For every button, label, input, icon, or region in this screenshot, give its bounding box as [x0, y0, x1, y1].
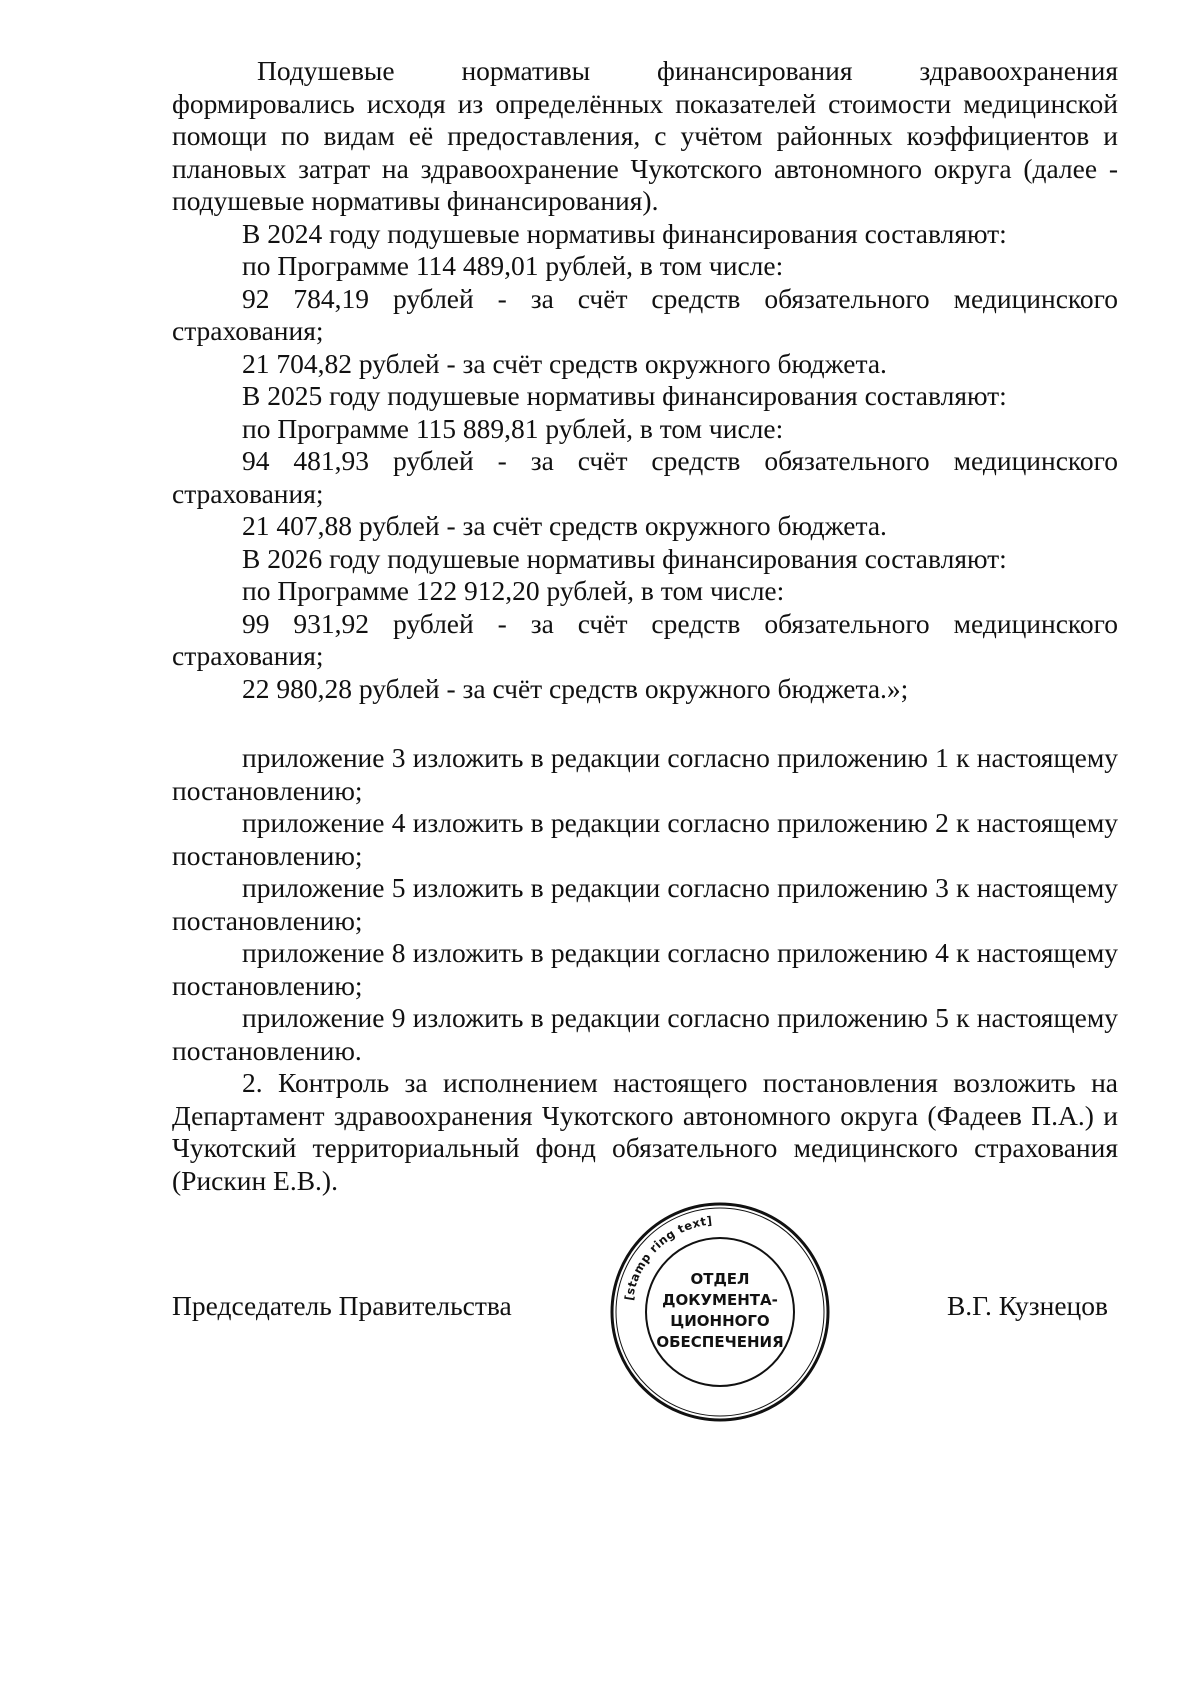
paragraph: В 2024 году подушевые нормативы финансирования составляют: — [242, 217, 1007, 249]
paragraph: по Программе 122 912,20 рублей, в том числе: — [242, 575, 785, 606]
paragraph: приложение 9 изложить в редакции согласно приложению 5 к настоящему постановлению. — [172, 1002, 1118, 1066]
body-text-top — [172, 55, 1118, 705]
stamp-ring-text: [stamp ring text] — [621, 1213, 714, 1302]
stamp-center-line: ДОКУМЕНТА- — [662, 1291, 778, 1309]
paragraph: 92 784,19 рублей - за счёт средств обязательного медицинского страхования; — [172, 282, 1118, 346]
paragraph: В 2025 году подушевые нормативы финансирования составляют: — [242, 380, 1007, 411]
paragraph: 21 407,88 рублей - за счёт средств окружного бюджета. — [242, 510, 887, 541]
stamp-center-line: ОТДЕЛ — [690, 1270, 750, 1288]
paragraph: В 2026 году подушевые нормативы финансирования составляют: — [242, 542, 1007, 574]
paragraph: по Программе 114 489,01 рублей, в том числе: — [242, 250, 784, 281]
paragraph: 21 704,82 рублей - за счёт средств окружного бюджета. — [242, 347, 887, 379]
paragraph: Подушевые нормативы финансирования здравоохранения формировались исходя из определённых показателей стоимости медицинской помощи по видам её предоставления, с учётом районных коэффициентов и плановых затрат на здравоохранение Чукотского автономного округа (далее - подушевые нормативы финансирования). — [172, 55, 1118, 216]
paragraph: 2. Контроль за исполнением настоящего постановления возложить на Департамент здравоохранения Чукотского автономного округа (Фадеев П.А.) и Чукотский территориальный фонд обязательного медицинского страхования (Рискин Е.В.). — [172, 1067, 1118, 1196]
paragraph: приложение 3 изложить в редакции согласно приложению 1 к настоящему постановлению; — [172, 742, 1118, 806]
paragraph: приложение 4 изложить в редакции согласно приложению 2 к настоящему постановлению; — [172, 807, 1118, 871]
paragraph: приложение 8 изложить в редакции согласно приложению 4 к настоящему постановлению; — [172, 937, 1118, 1001]
paragraph: 94 481,93 рублей - за счёт средств обязательного медицинского страхования; — [172, 445, 1118, 509]
stamp-center-text — [656, 1270, 783, 1351]
signatory-title: Председатель Правительства — [172, 1290, 512, 1321]
official-stamp — [608, 1200, 832, 1424]
stamp-center-line: ОБЕСПЕЧЕНИЯ — [656, 1333, 784, 1351]
signatory-name: В.Г. Кузнецов — [946, 1290, 1108, 1321]
body-text-bottom — [172, 742, 1118, 1197]
paragraph: 99 931,92 рублей - за счёт средств обязательного медицинского страхования; — [172, 607, 1118, 671]
stamp-center-line: ЦИОННОГО — [670, 1312, 770, 1330]
paragraph: 22 980,28 рублей - за счёт средств окружного бюджета.»; — [242, 672, 909, 704]
paragraph: приложение 5 изложить в редакции согласно приложению 3 к настоящему постановлению; — [172, 872, 1118, 936]
paragraph: по Программе 115 889,81 рублей, в том числе: — [242, 412, 784, 444]
